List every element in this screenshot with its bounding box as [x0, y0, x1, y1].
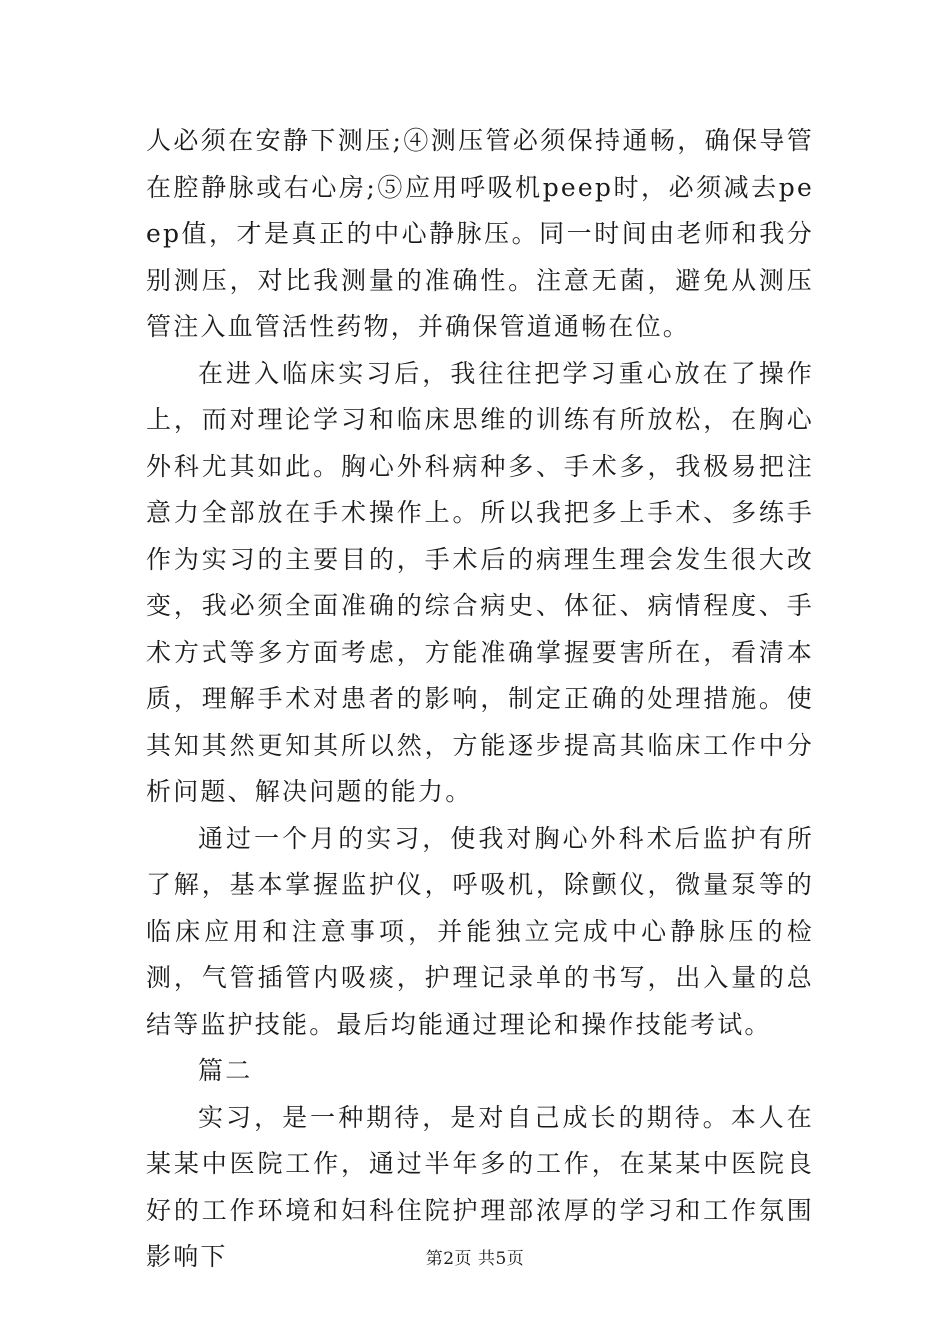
paragraph-section-two: 实习，是一种期待，是对自己成长的期待。本人在某某中医院工作，通过半年多的工作，在某某中医院良好的工作环境和妇科住院护理部浓厚的学习和工作氛围影响下 — [146, 1102, 814, 1271]
document-body — [146, 118, 814, 1281]
page-number-footer: 第2页 共5页 — [425, 1249, 525, 1269]
paragraph-clinical-practice: 在进入临床实习后，我往往把学习重心放在了操作上，而对理论学习和临床思维的训练有所放松，在胸心外科尤其如此。胸心外科病种多、手术多，我极易把注意力全部放在手术操作上。所以我把多上手术、多练手作为实习的主要目的，手术后的病理生理会发生很大改变，我必须全面准确的综合病史、体征、病情程度、手术方式等多方面考虑，方能准确掌握要害所在，看清本质，理解手术对患者的影响，制定正确的处理措施。使其知其然更知其所以然，方能逐步提高其临床工作中分析问题、解决问题的能力。 — [146, 358, 814, 806]
paragraph-continued: 人必须在安静下测压;④测压管必须保持通畅，确保导管在腔静脉或右心房;⑤应用呼吸机peep时，必须减去peep值，才是真正的中心静脉压。同一时间由老师和我分别测压，对比我测量的准确性。注意无菌，避免从测压管注入血管活性药物，并确保管道通畅在位。 — [146, 126, 814, 341]
paragraph-summary: 通过一个月的实习，使我对胸心外科术后监护有所了解，基本掌握监护仪，呼吸机，除颤仪，微量泵等的临床应用和注意事项，并能独立完成中心静脉压的检测，气管插管内吸痰，护理记录单的书写，出入量的总结等监护技能。最后均能通过理论和操作技能考试。 — [146, 823, 814, 1039]
section-heading: 篇二 — [198, 1056, 253, 1085]
